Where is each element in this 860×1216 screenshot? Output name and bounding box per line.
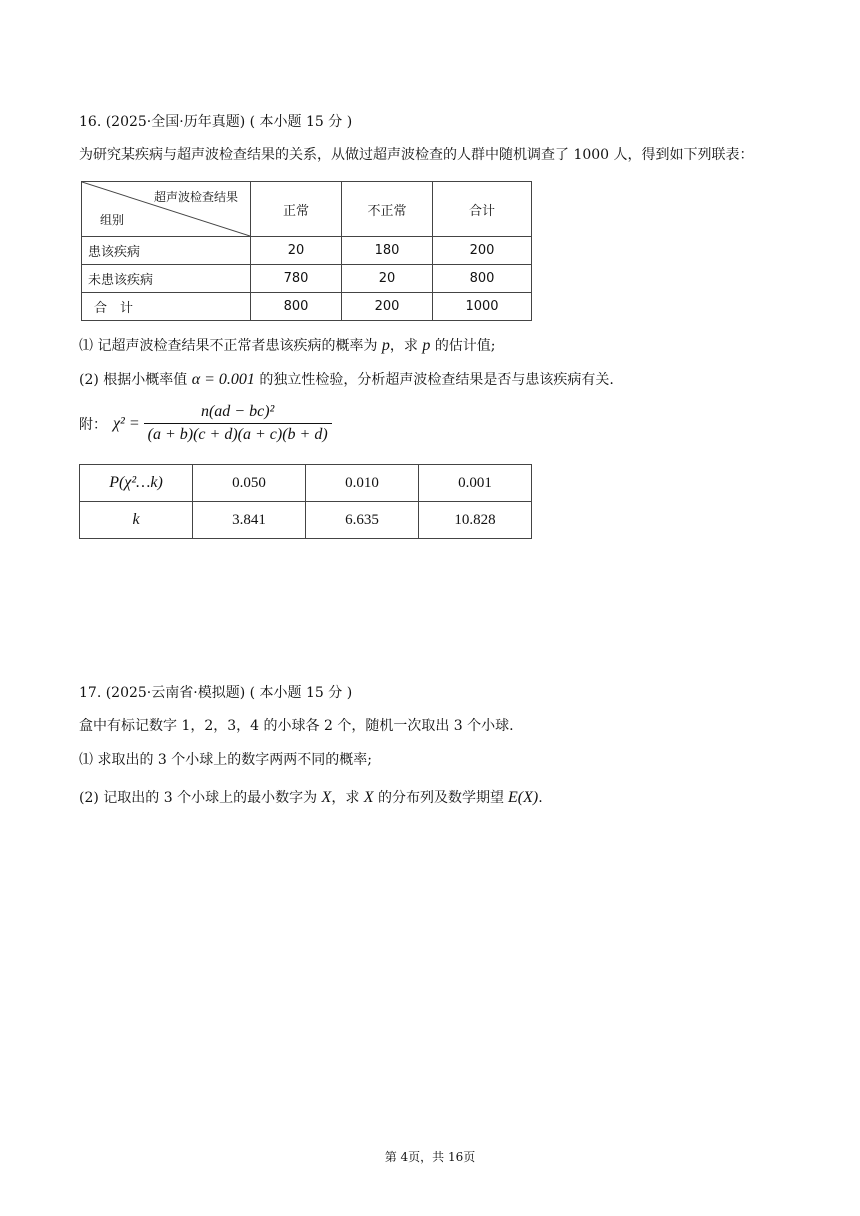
column-header: 不正常 [342,182,433,237]
math-expectation: E(X) [508,789,539,806]
part2-text-mid: ，求 [331,790,364,806]
part1-text-mid: ，求 [389,338,418,354]
q17-part2 [79,788,543,808]
math-var-p: p [422,337,431,354]
row-label: 患该疾病 [82,237,251,265]
part2-period: . [538,790,543,806]
part2-text: (2) 记取出的 3 个小球上的最小数字为 [79,790,322,806]
q16-intro: 为研究某疾病与超声波检查结果的关系，从做过超声波检查的人群中随机调查了 1000 人，得到如下列联表： [79,147,754,163]
chi-row-label: P(χ²…k) [80,465,193,502]
table-cell: 200 [433,237,532,265]
table-cell: 10.828 [419,502,532,539]
column-header: 正常 [251,182,342,237]
table-cell: 180 [342,237,433,265]
q16-part1 [79,336,496,356]
formula-lhs: χ² = [113,414,140,432]
table-cell: 800 [433,265,532,293]
q17-intro: 盒中有标记数字 1，2，3，4 的小球各 2 个，随机一次取出 3 个小球. [79,718,514,734]
part2-text: (2) 根据小概率值 [79,372,188,388]
appendix-label: 附： [79,416,107,433]
chi-row-label: k [80,502,193,539]
corner-top-label: 超声波检查结果 [153,190,238,204]
formula-denominator: (a + b)(c + d)(a + c)(b + d) [147,426,328,443]
table-cell: 3.841 [193,502,306,539]
table-cell: 780 [251,265,342,293]
table-cell: 0.001 [419,465,532,502]
table-cell: 200 [342,293,433,321]
table-row [82,265,532,293]
chi-square-table [79,464,532,539]
q17-part1: ⑴ 求取出的 3 个小球上的数字两两不同的概率; [79,752,372,768]
part2-text-end: 的分布列及数学期望 [373,790,505,806]
contingency-table [81,181,532,321]
table-row [82,293,532,321]
table-cell: 20 [251,237,342,265]
table-row [80,502,532,539]
math-var-x: X [363,789,374,806]
table-cell: 1000 [433,293,532,321]
q16-header: 16. (2025·全国·历年真题) ( 本小题 15 分 ) [79,114,353,130]
table-row [80,465,532,502]
math-var-p: p [381,337,390,354]
table-cell: 0.050 [193,465,306,502]
formula-fraction [144,403,332,444]
table-corner-cell [82,182,251,237]
formula-numerator: n(ad − bc)² [144,403,332,424]
part2-text-end: 的独立性检验，分析超声波检查结果是否与患该疾病有关. [259,372,614,388]
q17-header: 17. (2025·云南省·模拟题) ( 本小题 15 分 ) [79,685,353,701]
page-footer: 第 4页，共 16页 [384,1150,476,1164]
row-label: 合 计 [82,293,251,321]
part1-text-end: 的估计值; [434,338,496,354]
chi-square-formula [79,403,332,444]
table-cell: 6.635 [306,502,419,539]
q16-part2 [79,370,614,390]
part1-text: ⑴ 记超声波检查结果不正常者患该疾病的概率为 [79,338,378,354]
math-alpha: α = 0.001 [191,371,255,388]
row-label: 未患该疾病 [82,265,251,293]
table-cell: 20 [342,265,433,293]
table-cell: 0.010 [306,465,419,502]
corner-bottom-label: 组别 [100,213,125,227]
table-cell: 800 [251,293,342,321]
column-header: 合计 [433,182,532,237]
table-row [82,237,532,265]
math-var-x: X [321,789,332,806]
